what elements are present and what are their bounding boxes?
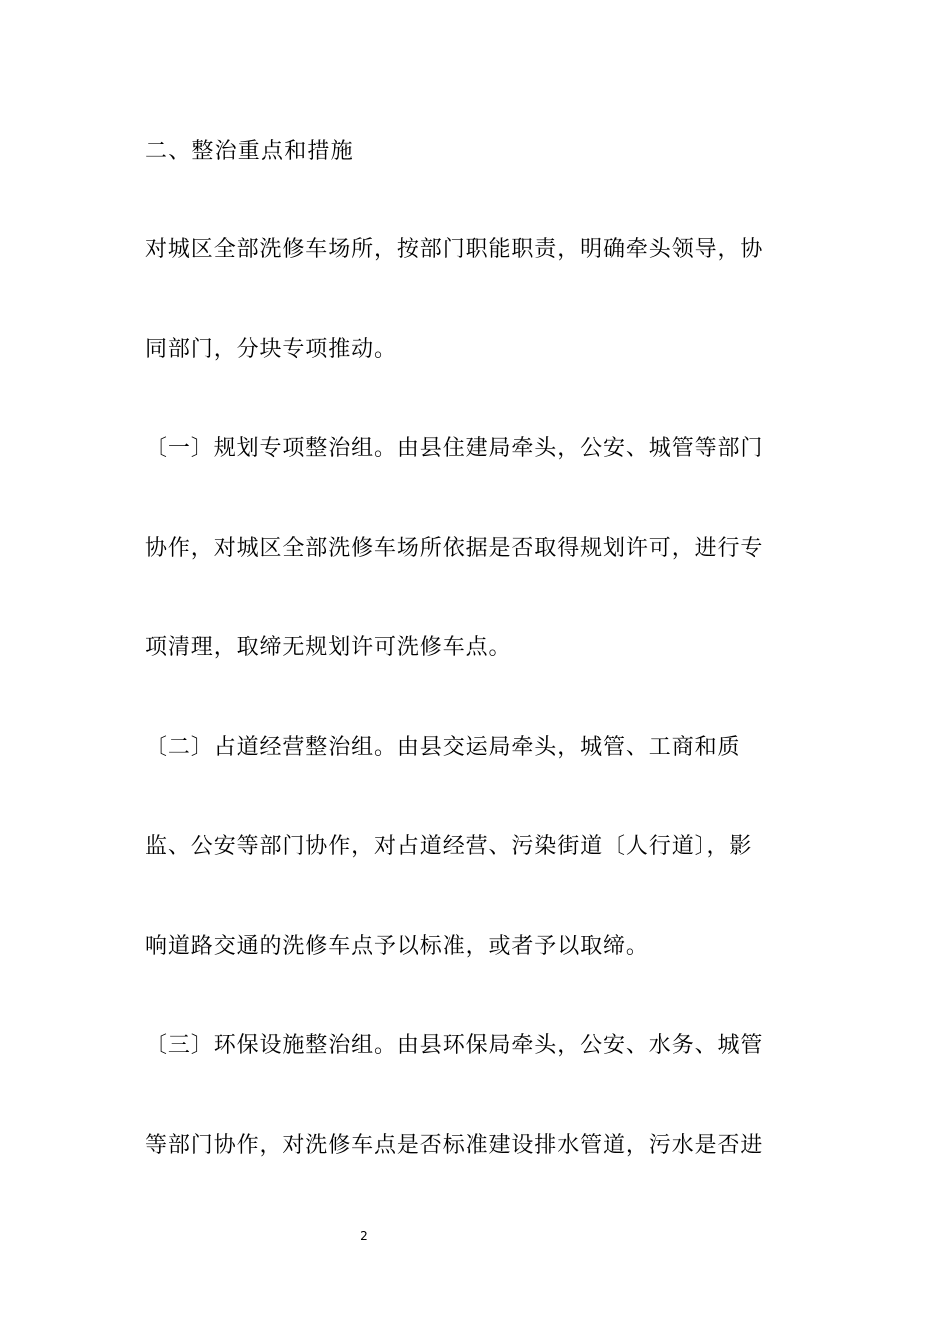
paragraph-line: 等部门协作，对洗修车点是否标准建设排水管道，污水是否进	[145, 1133, 764, 1158]
paragraph-line: 对城区全部洗修车场所，按部门职能职责，明确牵头领导，协	[145, 237, 764, 262]
paragraph-line: 〔二〕占道经营整治组。由县交运局牵头，城管、工商和质	[145, 735, 741, 760]
page-number: 2	[360, 1229, 368, 1243]
paragraph-line: 监、公安等部门协作，对占道经营、污染街道〔人行道〕，影	[145, 834, 753, 859]
paragraph-line: 项清理，取缔无规划许可洗修车点。	[145, 635, 512, 660]
paragraph-line: 协作，对城区全部洗修车场所依据是否取得规划许可，进行专	[145, 536, 764, 561]
paragraph-line: 同部门，分块专项推动。	[145, 337, 397, 362]
paragraph-line: 〔三〕环保设施整治组。由县环保局牵头，公安、水务、城管	[145, 1033, 764, 1058]
paragraph-line: 响道路交通的洗修车点予以标准，或者予以取缔。	[145, 934, 649, 959]
section-heading: 二、整治重点和措施	[145, 139, 354, 164]
paragraph-line: 〔一〕规划专项整治组。由县住建局牵头，公安、城管等部门	[145, 436, 764, 461]
